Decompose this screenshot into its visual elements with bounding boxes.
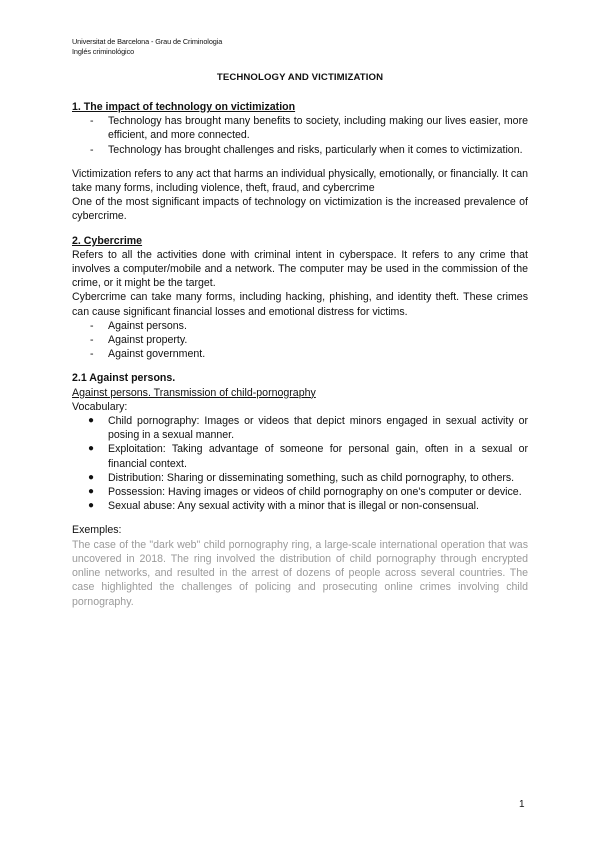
section-1-heading: 1. The impact of technology on victimization — [72, 101, 296, 113]
victimization-definition: Victimization refers to any act that harms an individual physically, emotionally, or financially. It can take many forms, including violence, theft, fraud, and cybercrime — [72, 167, 528, 195]
list-item: - Against persons. — [90, 319, 187, 332]
dash-marker: - — [90, 143, 94, 156]
section-1-list — [72, 114, 528, 157]
bullet-icon: ● — [88, 443, 95, 455]
dash-marker: - — [90, 334, 94, 347]
list-item: - Technology has brought challenges and risks, particularly when it comes to victimization. — [90, 143, 523, 156]
document-title: TECHNOLOGY AND VICTIMIZATION — [216, 72, 384, 83]
list-item: ● Exploitation: Taking advantage of someone for personal gain, often in a sexual or financial context. — [88, 443, 528, 470]
page-header — [72, 37, 222, 56]
document-body — [72, 100, 528, 609]
list-item: - Technology has brought many benefits to society, including making our lives easier, more efficient, and more connected. — [90, 115, 528, 142]
cybercrime-definition: Refers to all the activities done with criminal intent in cyberspace. It refers to any crime that involves a computer/mobile and a network. The computer may be used in the commission of the crime, or it might be the target. — [72, 248, 528, 290]
list-item: ● Child pornography: Images or videos that depict minors engaged in sexual activity or posing in a sexual manner. — [88, 415, 528, 442]
section-2-heading: 2. Cybercrime — [72, 234, 143, 247]
dash-marker: - — [90, 348, 94, 361]
bullet-icon: ● — [88, 415, 95, 427]
example-text: The case of the "dark web" child pornography ring, a large-scale international operation that was uncovered in 2018. The ring involved the distribution of child pornography through encrypted online networks, and resulted in the arrest of dozens of people across several countries. The case highlighted the challenges of policing and prosecuting online crimes involving child pornography. — [72, 538, 528, 608]
vocabulary-label: Vocabulary: — [72, 400, 128, 413]
section-2-1-subheading: Against persons. Transmission of child-pornography — [72, 386, 316, 399]
section-2-1-heading: 2.1 Against persons. — [72, 372, 176, 385]
list-item: ● Sexual abuse: Any sexual activity with a minor that is illegal or non-consensual. — [88, 500, 479, 513]
dash-marker: - — [90, 319, 94, 332]
header-university: Universitat de Barcelona - Grau de Criminologia — [72, 37, 223, 46]
list-item: - Against government. — [90, 348, 206, 361]
vocabulary-list — [72, 414, 528, 513]
bullet-icon: ● — [88, 486, 95, 498]
header-course: Inglés criminológico — [72, 46, 135, 56]
page-number: 1 — [519, 799, 525, 810]
bullet-icon: ● — [88, 500, 95, 512]
examples-label: Exemples: — [72, 524, 122, 537]
cybercrime-impact: One of the most significant impacts of technology on victimization is the increased prevalence of cybercrime. — [72, 196, 528, 223]
list-item: ● Distribution: Sharing or disseminating something, such as child pornography, to others. — [88, 471, 515, 484]
cybercrime-forms: Cybercrime can take many forms, including hacking, phishing, and identity theft. These crimes can cause significant financial losses and emotional distress for victims. — [72, 291, 528, 318]
list-item: - Against property. — [90, 334, 188, 347]
list-item: ● Possession: Having images or videos of child pornography on one's computer or device. — [88, 486, 522, 499]
section-2-list — [72, 319, 528, 362]
dash-marker: - — [90, 115, 94, 128]
bullet-icon: ● — [88, 471, 95, 483]
